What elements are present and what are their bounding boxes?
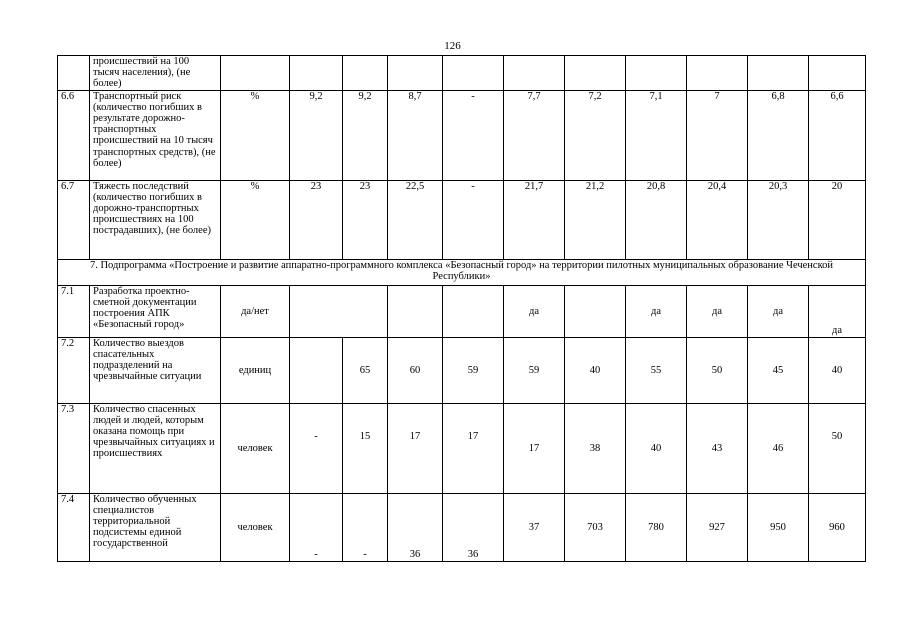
unit-cell: человек (221, 403, 290, 493)
value-cell: да (504, 285, 565, 337)
unit-cell: человек (221, 493, 290, 561)
value-cell: 65 (343, 337, 388, 403)
table-row (58, 180, 866, 259)
value-cell: 8,7 (388, 90, 443, 180)
value-cell: 38 (565, 403, 626, 493)
unit-cell: единиц (221, 337, 290, 403)
indicator-name: Тяжесть последствий (количество погибших в дорожно-транспортных происшествиях на 100 пострадавших), (не более) (90, 180, 221, 259)
value-cell: 59 (504, 337, 565, 403)
value-cell: 59 (443, 337, 504, 403)
table-row (58, 493, 866, 561)
row-number: 7.2 (58, 337, 90, 403)
unit-cell: % (221, 90, 290, 180)
value-cell (443, 285, 504, 337)
value-cell (626, 56, 687, 91)
indicator-name: Транспортный риск (количество погибших в результате дорожно-транспортных происшествий на 10 тысяч транспортных средств), (не более) (90, 90, 221, 180)
value-cell: 43 (687, 403, 748, 493)
value-cell: 20,8 (626, 180, 687, 259)
value-cell: 55 (626, 337, 687, 403)
value-cell: - (290, 493, 343, 561)
value-cell: - (290, 403, 343, 493)
value-cell: 20,4 (687, 180, 748, 259)
indicator-name: Количество спасенных людей и людей, которым оказана помощь при чрезвычайных ситуациях и происшествиях (90, 403, 221, 493)
value-cell: 40 (626, 403, 687, 493)
value-cell: 6,8 (748, 90, 809, 180)
value-cell (443, 56, 504, 91)
row-number: 7.3 (58, 403, 90, 493)
page-number: 126 (444, 40, 461, 52)
value-cell: 60 (388, 337, 443, 403)
value-cell (388, 285, 443, 337)
value-cell: 21,2 (565, 180, 626, 259)
value-cell: 20,3 (748, 180, 809, 259)
value-cell (565, 56, 626, 91)
value-cell (290, 56, 343, 91)
row-number: 6.6 (58, 90, 90, 180)
unit-cell: да/нет (221, 285, 290, 337)
row-number: 6.7 (58, 180, 90, 259)
value-cell: 6,6 (809, 90, 866, 180)
value-cell: 17 (443, 403, 504, 493)
value-cell (343, 56, 388, 91)
value-cell (290, 337, 343, 403)
value-cell: 50 (809, 403, 866, 493)
value-cell (290, 285, 388, 337)
row-number: 7.4 (58, 493, 90, 561)
value-cell: 40 (565, 337, 626, 403)
value-cell: 50 (687, 337, 748, 403)
value-cell: 20 (809, 180, 866, 259)
value-cell: 7,7 (504, 90, 565, 180)
value-cell: 46 (748, 403, 809, 493)
table-row (58, 56, 866, 91)
value-cell: 17 (504, 403, 565, 493)
value-cell: да (626, 285, 687, 337)
value-cell: 15 (343, 403, 388, 493)
value-cell (687, 56, 748, 91)
value-cell: - (443, 180, 504, 259)
table-row (58, 285, 866, 337)
indicator-name: происшествий на 100 тысяч населения), (не более) (90, 56, 221, 91)
indicators-table (57, 55, 866, 562)
value-cell: 17 (388, 403, 443, 493)
indicator-name: Количество обученных специалистов территориальной подсистемы единой государственной (90, 493, 221, 561)
value-cell (809, 56, 866, 91)
value-cell: да (687, 285, 748, 337)
table-row (58, 90, 866, 180)
value-cell: да (748, 285, 809, 337)
value-cell: 9,2 (290, 90, 343, 180)
value-cell: 7,2 (565, 90, 626, 180)
value-cell: - (343, 493, 388, 561)
value-cell: 960 (809, 493, 866, 561)
value-cell: 703 (565, 493, 626, 561)
value-cell: 22,5 (388, 180, 443, 259)
value-cell: 36 (388, 493, 443, 561)
row-number: 7.1 (58, 285, 90, 337)
section-title: 7. Подпрограмма «Построение и развитие аппаратно-программного комплекса «Безопасный город» на территории пилотных муниципальных образование Чеченской Республики» (58, 259, 866, 285)
table-row (58, 337, 866, 403)
unit-cell (221, 56, 290, 91)
value-cell (565, 285, 626, 337)
value-cell: 36 (443, 493, 504, 561)
value-cell (504, 56, 565, 91)
value-cell: 23 (290, 180, 343, 259)
value-cell (748, 56, 809, 91)
value-cell: да (809, 285, 866, 337)
indicator-name: Разработка проектно-сметной документации построения АПК «Безопасный город» (90, 285, 221, 337)
value-cell (388, 56, 443, 91)
section-heading-row (58, 259, 866, 285)
value-cell: 9,2 (343, 90, 388, 180)
value-cell: 45 (748, 337, 809, 403)
value-cell: 7,1 (626, 90, 687, 180)
value-cell: 7 (687, 90, 748, 180)
value-cell: 40 (809, 337, 866, 403)
value-cell: 37 (504, 493, 565, 561)
unit-cell: % (221, 180, 290, 259)
value-cell: 950 (748, 493, 809, 561)
value-cell: 780 (626, 493, 687, 561)
value-cell: 21,7 (504, 180, 565, 259)
value-cell: 927 (687, 493, 748, 561)
table-row (58, 403, 866, 493)
row-number (58, 56, 90, 91)
value-cell: 23 (343, 180, 388, 259)
indicator-name: Количество выездов спасательных подразделений на чрезвычайные ситуации (90, 337, 221, 403)
value-cell: - (443, 90, 504, 180)
